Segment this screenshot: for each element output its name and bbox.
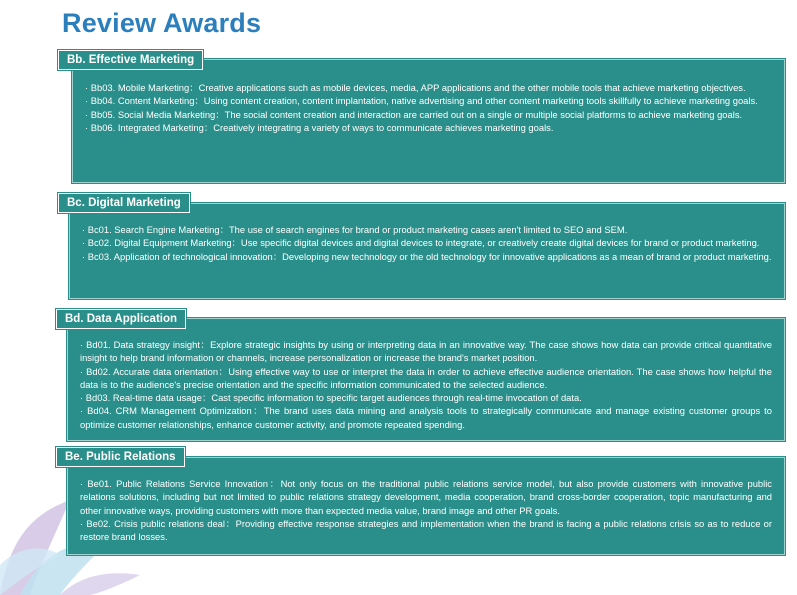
section-panel-effective-marketing [72, 59, 785, 183]
page-title: Review Awards [62, 8, 262, 38]
list-item: · Bb04. Content Marketing：Using content creation, content implantation, native advertising and other content marketing tools skillfully to achieve marketing goals. [85, 95, 758, 107]
section-heading-data-application: Bd. Data Application [56, 309, 186, 329]
section-panel-public-relations [67, 457, 785, 555]
section-panel-digital-marketing [69, 203, 785, 299]
list-item: · Bc02. Digital Equipment Marketing：Use specific digital devices and digital devices to integrate, or creatively create digital devices for brand or product marketing. [82, 237, 760, 249]
section-heading-digital-marketing: Bc. Digital Marketing [58, 193, 190, 213]
list-item: · Bd04. CRM Management Optimization：The brand uses data mining and analysis tools to strategically communicate and manage existing customer groups to optimize customer relationships, enhance customer activity, and promote repeated spending. [80, 405, 772, 430]
section-heading-effective-marketing: Bb. Effective Marketing [58, 50, 203, 70]
list-item: · Bd01. Data strategy insight：Explore strategic insights by using or interpreting data in an innovative way. The case shows how data can provide critical quantitative insight to help brand information or channels, increase personalization or increase the brand's market position. [80, 339, 772, 364]
list-item: · Be02. Crisis public relations deal：Providing effective response strategies and implementation when the brand is facing a public relations crisis so as to reduce or restore brand losses. [80, 517, 772, 543]
list-item: · Bb03. Mobile Marketing：Creative applications such as mobile devices, media, APP applications and the other mobile tools that achieve marketing objectives. [85, 82, 746, 93]
list-item: · Be01. Public Relations Service Innovation：Not only focus on the traditional public relations service model, but also provide customers with innovative public relations solutions, including but not limited to public relations strategy development, media cooperation, brand cross-border cooperation, topic manufacturing and other innovative ways, providing customers with more than expected media value, brand image and other PR goals. [80, 478, 772, 516]
list-item: · Bd03. Real-time data usage：Cast specific information to specific target audiences through real-time invocation of data. [80, 392, 582, 404]
list-item: · Bc01. Search Engine Marketing：The use of search engines for brand or product marketing cases aren't limited to SEO and SEM. [82, 224, 628, 235]
section-heading-public-relations: Be. Public Relations [56, 447, 185, 467]
list-item: · Bd02. Accurate data orientation：Using effective way to use or interpret the data in order to achieve effective audience orientation. The case shows how helpful the data is to the audience's precise orientation and the specific information communicated to the selected audience. [80, 365, 772, 390]
section-panel-data-application [67, 318, 785, 441]
list-item: · Bb06. Integrated Marketing：Creatively integrating a variety of ways to communicate achieves marketing goals. [85, 121, 554, 133]
list-item: · Bb05. Social Media Marketing：The social content creation and interaction are carried out on a single or multiple social platforms to achieve marketing goals. [85, 108, 743, 120]
list-item: · Bc03. Application of technological innovation：Developing new technology or the old technology for innovative applications as a mean of brand or product marketing. [82, 250, 772, 262]
